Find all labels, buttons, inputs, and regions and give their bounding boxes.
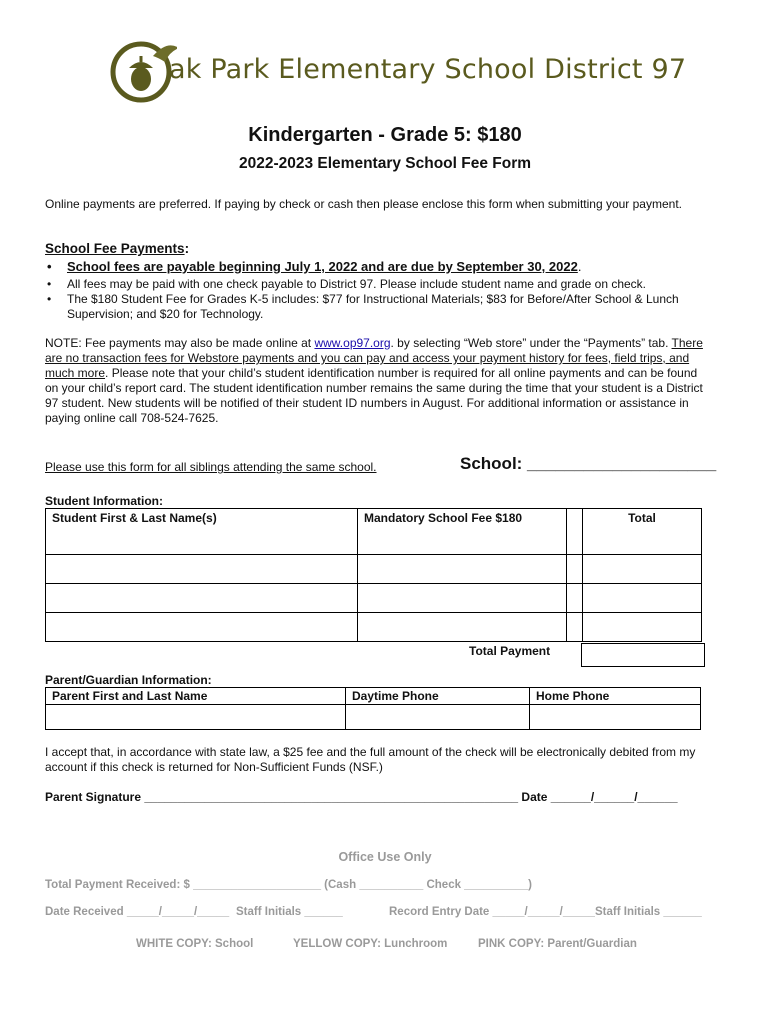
table-row bbox=[46, 509, 702, 555]
payment-note: NOTE: Fee payments may also be made online at www.op97.org. by selecting “Web store” under the “Payments” tab. There are no transaction fees for Webstore payments and you can pay and access your payment history for fees, field trips, and much more. Please note that your child’s student identification number is required for all online payments and can be found on your child’s report card. The student identification number remains the same during the time that your student is a District 97 student. New students will be notified of their student ID numbers in August. For additional information or assistance in paying online call 708-524-7625. bbox=[45, 336, 703, 425]
student-name-cell[interactable] bbox=[46, 613, 358, 642]
logo-wordmark: ak Park Elementary School District 97 bbox=[169, 54, 687, 85]
parent-signature-line[interactable]: Parent Signature ________________________________________________________ Date ______/______/______ bbox=[45, 790, 678, 804]
copy-yellow: YELLOW COPY: Lunchroom bbox=[293, 938, 448, 950]
list-item: • All fees may be paid with one check payable to District 97. Please include student name and grade on check. bbox=[45, 277, 715, 292]
district-logo bbox=[107, 38, 687, 104]
intro-text: Online payments are preferred. If paying by check or cash then please enclose this form when submitting your payment. bbox=[45, 197, 682, 211]
table-row[interactable] bbox=[46, 613, 702, 642]
col-parent-name: Parent First and Last Name bbox=[46, 688, 346, 705]
student-section-label: Student Information: bbox=[45, 494, 163, 508]
spacer-cell bbox=[567, 555, 583, 584]
siblings-note: Please use this form for all siblings attending the same school. bbox=[45, 460, 377, 474]
office-date-received: Date Received _____/_____/_____ bbox=[45, 906, 230, 918]
copy-white: WHITE COPY: School bbox=[136, 938, 254, 950]
acorn-logo-icon bbox=[107, 38, 177, 104]
daytime-phone-cell[interactable] bbox=[346, 705, 530, 730]
list-item: • School fees are payable beginning July 1, 2022 and are due by September 30, 2022. bbox=[45, 259, 715, 274]
total-cell[interactable] bbox=[583, 613, 702, 642]
spacer-cell bbox=[567, 584, 583, 613]
col-daytime-phone: Daytime Phone bbox=[346, 688, 530, 705]
col-home-phone: Home Phone bbox=[530, 688, 701, 705]
page-title: Kindergarten - Grade 5: $180 bbox=[248, 124, 522, 146]
parent-table bbox=[45, 687, 701, 730]
copy-pink: PINK COPY: Parent/Guardian bbox=[478, 938, 637, 950]
fee-cell[interactable] bbox=[358, 584, 567, 613]
student-name-cell[interactable] bbox=[46, 555, 358, 584]
spacer-cell bbox=[567, 509, 583, 555]
total-cell[interactable] bbox=[583, 584, 702, 613]
fees-list bbox=[45, 259, 715, 322]
parent-name-cell[interactable] bbox=[46, 705, 346, 730]
total-payment-label: Total Payment bbox=[469, 644, 551, 658]
fees-heading: School Fee Payments: bbox=[45, 241, 190, 256]
student-name-cell[interactable] bbox=[46, 584, 358, 613]
office-total-received: Total Payment Received: $ ____________________ (Cash __________ Check __________) bbox=[45, 879, 532, 891]
office-staff-initials-2: Staff Initials ______ bbox=[595, 906, 702, 918]
nsf-agreement: I accept that, in accordance with state law, a $25 fee and the full amount of the check will be electronically debited from my account if this check is returned for Non-Sufficient Funds (NSF.) bbox=[45, 745, 696, 774]
spacer-cell bbox=[567, 613, 583, 642]
col-total: Total bbox=[583, 509, 702, 555]
fee-cell[interactable] bbox=[358, 555, 567, 584]
list-item: • The $180 Student Fee for Grades K-5 includes: $77 for Instructional Materials; $83 for Before/After School & Lunch Supervision; and $20 for Technology. bbox=[45, 292, 715, 322]
table-row[interactable] bbox=[46, 705, 701, 730]
district-website-link[interactable]: www.op97.org bbox=[314, 336, 391, 350]
fee-cell[interactable] bbox=[358, 613, 567, 642]
office-staff-initials: Staff Initials ______ bbox=[236, 906, 343, 918]
home-phone-cell[interactable] bbox=[530, 705, 701, 730]
table-row[interactable] bbox=[46, 555, 702, 584]
col-student-name: Student First & Last Name(s) bbox=[46, 509, 358, 555]
total-cell[interactable] bbox=[583, 555, 702, 584]
table-row[interactable] bbox=[46, 584, 702, 613]
parent-section-label: Parent/Guardian Information: bbox=[45, 673, 212, 687]
student-table bbox=[45, 508, 702, 642]
office-record-entry-date: Record Entry Date _____/_____/_____ bbox=[389, 906, 595, 918]
office-use-heading: Office Use Only bbox=[338, 850, 432, 864]
school-field[interactable]: School: ____________________ bbox=[460, 454, 717, 473]
table-row bbox=[46, 688, 701, 705]
col-mandatory-fee: Mandatory School Fee $180 bbox=[358, 509, 567, 555]
page-subtitle: 2022-2023 Elementary School Fee Form bbox=[238, 155, 532, 172]
total-payment-field[interactable] bbox=[581, 643, 705, 667]
